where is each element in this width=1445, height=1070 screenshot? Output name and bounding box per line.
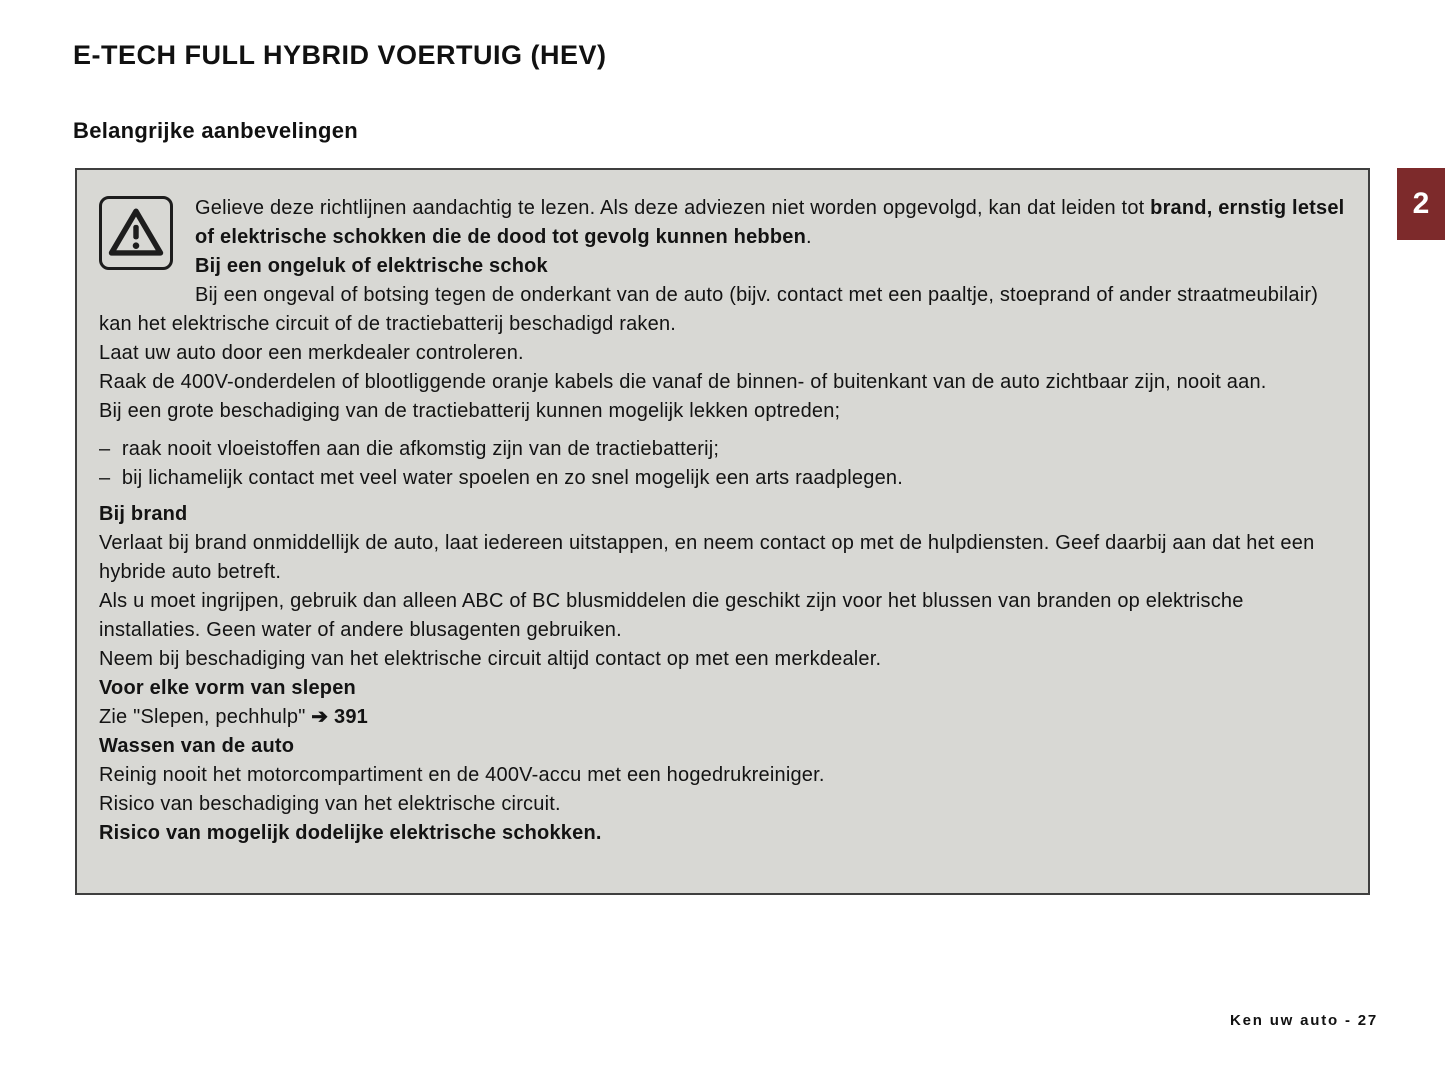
warning-list-item: – raak nooit vloeistoffen aan die afkomstig zijn van de tractiebatterij; [99,438,720,460]
warning-paragraph: Zie "Slepen, pechhulp" ➔ 391 [99,706,368,728]
warning-paragraph: Risico van mogelijk dodelijke elektrische schokken. [99,822,602,844]
warning-paragraph: Verlaat bij brand onmiddellijk de auto, laat iedereen uitstappen, en neem contact op met de hulpdiensten. Geef daarbij aan dat het een hybride auto betreft. [99,532,1315,583]
warning-heading: Wassen van de auto [99,735,295,757]
warning-paragraph: Reinig nooit het motorcompartiment en de 400V-accu met een hogedrukreiniger. [99,764,825,786]
warning-triangle-glyph [107,206,165,260]
warning-paragraph: Neem bij beschadiging van het elektrische circuit altijd contact op met een merkdealer. [99,648,882,670]
warning-text [77,170,1368,848]
warning-list-item: – bij lichamelijk contact met veel water spoelen en zo snel mogelijk een arts raadplegen. [99,467,903,489]
section-subtitle: Belangrijke aanbevelingen [73,118,359,143]
warning-paragraph: Raak de 400V-onderdelen of blootliggende oranje kabels die vanaf de binnen- of buitenkant van de auto zichtbaar zijn, nooit aan. [99,371,1267,393]
warning-heading: Bij een ongeluk of elektrische schok [195,255,548,277]
warning-paragraph: Bij een ongeval of botsing tegen de onderkant van de auto (bijv. contact met een paaltje, stoeprand of ander straatmeubilair) kan het elektrische circuit of de tractiebatterij beschadigd raken. [99,284,1319,335]
warning-paragraph: Risico van beschadiging van het elektrische circuit. [99,793,561,815]
warning-heading: Voor elke vorm van slepen [99,677,356,699]
warning-paragraph: Als u moet ingrijpen, gebruik dan alleen ABC of BC blusmiddelen die geschikt zijn voor het blussen van branden op elektrische installaties. Geen water of andere blusagenten gebruiken. [99,590,1244,641]
page-footer: Ken uw auto - 27 [1230,1012,1378,1029]
warning-triangle-icon [99,196,173,270]
chapter-tab: 2 [1397,168,1445,240]
warning-paragraph: Bij een grote beschadiging van de tractiebatterij kunnen mogelijk lekken optreden; [99,400,841,422]
warning-paragraph: Gelieve deze richtlijnen aandachtig te lezen. Als deze adviezen niet worden opgevolgd, kan dat leiden tot brand, ernstig letsel of elektrische schokken die de dood tot gevolg kunnen hebben. [195,197,1345,248]
page-title: E-TECH FULL HYBRID VOERTUIG (HEV) [73,40,607,70]
warning-box [75,168,1370,895]
warning-paragraph: Laat uw auto door een merkdealer controleren. [99,342,524,364]
warning-heading: Bij brand [99,503,188,525]
